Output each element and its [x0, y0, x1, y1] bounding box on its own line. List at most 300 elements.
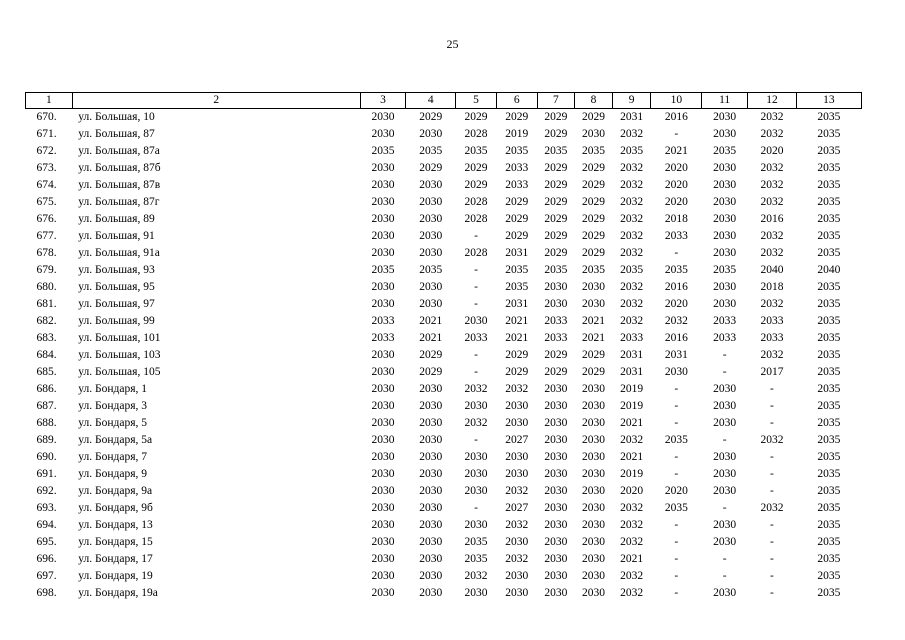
year-cell: 2032 [760, 298, 784, 310]
year-cell: 2035 [817, 281, 841, 293]
year-cell: 2035 [817, 366, 841, 378]
year-cell: 2030 [581, 400, 605, 412]
row-number: 694. [36, 519, 57, 531]
address-cell: ул. Бондаря, 15 [78, 536, 153, 548]
year-cell: 2033 [664, 230, 688, 242]
year-cell: 2032 [620, 587, 644, 599]
year-cell: 2030 [713, 298, 737, 310]
year-cell: 2030 [371, 366, 395, 378]
year-cell: 2033 [544, 315, 568, 327]
table-row [26, 109, 862, 127]
year-cell: 2029 [581, 111, 605, 123]
row-number: 693. [36, 502, 57, 514]
year-cell: 2035 [817, 298, 841, 310]
year-cell: - [770, 536, 774, 548]
year-cell: - [474, 298, 478, 310]
row-number: 692. [36, 485, 57, 497]
table-row [26, 415, 862, 432]
address-cell: ул. Бондаря, 19а [78, 587, 158, 599]
year-cell: 2035 [817, 451, 841, 463]
year-cell: 2030 [371, 179, 395, 191]
table-row [26, 364, 862, 381]
table-row [26, 568, 862, 585]
year-cell: 2020 [664, 485, 688, 497]
year-cell: - [674, 417, 679, 429]
table-row [26, 432, 862, 449]
row-number: 681. [36, 298, 57, 310]
year-cell: 2029 [544, 128, 568, 140]
year-cell: - [474, 349, 478, 361]
table-row [26, 330, 862, 347]
year-cell: 2030 [713, 417, 737, 429]
year-cell: 2021 [419, 315, 443, 327]
address-cell: ул. Бондаря, 5 [78, 417, 148, 429]
year-cell: 2035 [817, 417, 841, 429]
table-row [26, 449, 862, 466]
address-cell: ул. Бондаря, 9 [78, 468, 148, 480]
year-cell: 2020 [760, 145, 784, 157]
year-cell: 2035 [664, 264, 688, 276]
year-cell: 2030 [544, 383, 568, 395]
year-cell: - [770, 553, 774, 565]
row-number: 690. [36, 451, 57, 463]
year-cell: 2030 [581, 468, 605, 480]
year-cell: 2035 [817, 519, 841, 531]
year-cell: 2029 [505, 213, 529, 225]
year-cell: 2028 [464, 128, 488, 140]
header-row [26, 93, 862, 109]
year-cell: 2030 [581, 485, 605, 497]
year-cell: 2029 [544, 230, 568, 242]
year-cell: 2030 [581, 570, 605, 582]
table-row [26, 126, 862, 143]
year-cell: 2030 [464, 587, 488, 599]
year-cell: 2029 [581, 247, 605, 259]
year-cell: 2035 [817, 196, 841, 208]
address-cell: ул. Большая, 91 [78, 230, 155, 242]
year-cell: 2030 [544, 434, 568, 446]
year-cell: 2030 [505, 587, 529, 599]
year-cell: - [722, 502, 727, 514]
year-cell: 2020 [664, 196, 688, 208]
column-header: 1 [26, 93, 73, 109]
year-cell: 2035 [817, 162, 841, 174]
year-cell: 2031 [505, 247, 529, 259]
row-number: 672. [36, 145, 57, 157]
year-cell: 2030 [371, 162, 395, 174]
year-cell: 2032 [505, 519, 529, 531]
year-cell: 2019 [620, 400, 644, 412]
year-cell: 2029 [544, 366, 568, 378]
year-cell: 2030 [419, 451, 443, 463]
year-cell: 2030 [419, 230, 443, 242]
row-number: 683. [36, 332, 57, 344]
year-cell: 2030 [371, 349, 395, 361]
year-cell: 2035 [817, 502, 841, 514]
column-header: 6 [496, 93, 537, 109]
year-cell: 2035 [817, 213, 841, 225]
table-row [26, 228, 862, 245]
year-cell: 2033 [620, 332, 644, 344]
year-cell: 2029 [581, 349, 605, 361]
year-cell: 2030 [371, 468, 395, 480]
year-cell: - [770, 519, 774, 531]
address-cell: ул. Большая, 87в [78, 179, 161, 191]
year-cell: 2029 [505, 196, 529, 208]
year-cell: 2028 [464, 196, 488, 208]
year-cell: 2033 [713, 332, 737, 344]
year-cell: 2030 [581, 502, 605, 514]
year-cell: 2035 [419, 264, 443, 276]
row-number: 696. [36, 553, 57, 565]
year-cell: 2029 [544, 349, 568, 361]
year-cell: 2032 [505, 485, 529, 497]
year-cell: 2030 [713, 451, 737, 463]
address-cell: ул. Бондаря, 17 [78, 553, 153, 565]
year-cell: 2035 [817, 570, 841, 582]
year-cell: 2016 [664, 332, 688, 344]
year-cell: 2030 [419, 400, 443, 412]
year-cell: 2030 [581, 383, 605, 395]
year-cell: - [770, 587, 774, 599]
year-cell: 2032 [760, 162, 784, 174]
year-cell: 2020 [664, 162, 688, 174]
year-cell: 2033 [760, 332, 784, 344]
column-header: 12 [748, 93, 797, 109]
year-cell: 2032 [760, 128, 784, 140]
row-number: 679. [36, 264, 57, 276]
year-cell: 2035 [817, 247, 841, 259]
year-cell: 2017 [760, 366, 784, 378]
year-cell: 2030 [419, 553, 443, 565]
year-cell: 2029 [581, 162, 605, 174]
year-cell: 2035 [464, 145, 488, 157]
year-cell: 2030 [464, 519, 488, 531]
year-cell: 2030 [544, 502, 568, 514]
year-cell: 2021 [620, 451, 644, 463]
year-cell: 2029 [581, 366, 605, 378]
year-cell: 2021 [581, 332, 605, 344]
year-cell: 2020 [664, 298, 688, 310]
year-cell: 2030 [505, 417, 529, 429]
address-cell: ул. Бондаря, 9б [78, 502, 153, 514]
year-cell: 2019 [505, 128, 529, 140]
year-cell: - [474, 434, 478, 446]
row-number: 676. [36, 213, 57, 225]
year-cell: 2032 [760, 196, 784, 208]
year-cell: 2030 [464, 451, 488, 463]
year-cell: 2030 [419, 247, 443, 259]
year-cell: 2021 [581, 315, 605, 327]
year-cell: 2030 [371, 230, 395, 242]
year-cell: - [770, 485, 774, 497]
year-cell: 2032 [620, 536, 644, 548]
address-cell: ул. Большая, 91а [78, 247, 160, 259]
year-cell: - [674, 570, 679, 582]
table-row [26, 296, 862, 313]
column-header: 7 [537, 93, 575, 109]
address-cell: ул. Большая, 97 [78, 298, 155, 310]
year-cell: - [770, 400, 774, 412]
year-cell: 2030 [544, 451, 568, 463]
year-cell: 2035 [664, 502, 688, 514]
year-cell: 2030 [371, 536, 395, 548]
address-cell: ул. Бондаря, 5а [78, 434, 153, 446]
year-cell: - [474, 230, 478, 242]
table-row [26, 160, 862, 177]
year-cell: 2035 [371, 145, 395, 157]
year-cell: 2030 [581, 536, 605, 548]
year-cell: 2032 [620, 128, 644, 140]
year-cell: - [722, 434, 727, 446]
year-cell: 2032 [464, 570, 488, 582]
column-header: 4 [406, 93, 456, 109]
year-cell: 2030 [713, 468, 737, 480]
year-cell: 2035 [817, 383, 841, 395]
table-body [26, 109, 862, 603]
table-row [26, 466, 862, 483]
table-row [26, 279, 862, 296]
year-cell: 2035 [817, 485, 841, 497]
year-cell: 2030 [371, 383, 395, 395]
year-cell: 2021 [620, 417, 644, 429]
year-cell: 2035 [817, 179, 841, 191]
year-cell: 2029 [544, 247, 568, 259]
year-cell: 2029 [419, 366, 443, 378]
year-cell: 2030 [419, 570, 443, 582]
year-cell: - [770, 417, 774, 429]
year-cell: 2030 [544, 519, 568, 531]
year-cell: 2030 [544, 570, 568, 582]
year-cell: 2029 [505, 111, 529, 123]
row-number: 695. [36, 536, 57, 548]
year-cell: - [674, 536, 679, 548]
year-cell: 2030 [581, 587, 605, 599]
year-cell: 2030 [419, 213, 443, 225]
year-cell: - [674, 400, 679, 412]
year-cell: 2027 [505, 434, 529, 446]
year-cell: 2030 [419, 468, 443, 480]
year-cell: 2031 [620, 111, 644, 123]
year-cell: 2030 [419, 417, 443, 429]
column-header: 11 [702, 93, 748, 109]
year-cell: 2029 [544, 111, 568, 123]
address-cell: ул. Большая, 10 [78, 111, 155, 123]
year-cell: 2040 [817, 264, 841, 276]
address-cell: ул. Большая, 95 [78, 281, 155, 293]
table-row [26, 551, 862, 568]
year-cell: 2031 [620, 349, 644, 361]
year-cell: 2032 [760, 502, 784, 514]
year-cell: 2030 [544, 587, 568, 599]
year-cell: 2033 [371, 332, 395, 344]
year-cell: 2030 [544, 298, 568, 310]
year-cell: 2031 [664, 349, 688, 361]
table-row [26, 177, 862, 194]
year-cell: 2030 [371, 196, 395, 208]
year-cell: 2030 [664, 366, 688, 378]
row-number: 689. [36, 434, 57, 446]
row-number: 675. [36, 196, 57, 208]
year-cell: 2019 [620, 383, 644, 395]
year-cell: 2030 [464, 485, 488, 497]
year-cell: 2035 [817, 553, 841, 565]
year-cell: 2030 [419, 519, 443, 531]
year-cell: 2030 [371, 111, 395, 123]
year-cell: 2029 [464, 179, 488, 191]
year-cell: 2032 [620, 281, 644, 293]
year-cell: - [674, 383, 679, 395]
year-cell: 2029 [505, 366, 529, 378]
year-cell: 2032 [760, 247, 784, 259]
year-cell: 2030 [505, 570, 529, 582]
address-cell: ул. Бондаря, 9а [78, 485, 153, 497]
year-cell: 2030 [371, 485, 395, 497]
year-cell: 2033 [505, 179, 529, 191]
year-cell: 2030 [544, 553, 568, 565]
year-cell: 2032 [464, 383, 488, 395]
table-row [26, 500, 862, 517]
year-cell: 2030 [371, 213, 395, 225]
year-cell: 2030 [581, 281, 605, 293]
column-header: 9 [612, 93, 651, 109]
year-cell: 2032 [620, 502, 644, 514]
year-cell: - [674, 247, 679, 259]
year-cell: 2030 [581, 128, 605, 140]
year-cell: 2032 [620, 230, 644, 242]
year-cell: 2032 [620, 196, 644, 208]
year-cell: 2032 [505, 383, 529, 395]
year-cell: 2032 [620, 315, 644, 327]
year-cell: 2032 [464, 417, 488, 429]
year-cell: 2030 [371, 417, 395, 429]
year-cell: 2035 [505, 264, 529, 276]
year-cell: 2030 [713, 230, 737, 242]
address-cell: ул. Большая, 89 [78, 213, 155, 225]
page-number: 25 [446, 37, 459, 51]
address-cell: ул. Бондаря, 7 [78, 451, 148, 463]
year-cell: 2030 [371, 434, 395, 446]
year-cell: 2032 [620, 434, 644, 446]
address-cell: ул. Бондаря, 19 [78, 570, 153, 582]
column-header: 8 [575, 93, 613, 109]
address-cell: ул. Большая, 87 [78, 128, 155, 140]
year-cell: 2035 [620, 145, 644, 157]
year-cell: 2021 [505, 332, 529, 344]
year-cell: 2030 [371, 281, 395, 293]
year-cell: 2032 [620, 213, 644, 225]
year-cell: 2033 [371, 315, 395, 327]
year-cell: 2021 [620, 553, 644, 565]
year-cell: 2032 [620, 570, 644, 582]
year-cell: 2016 [664, 111, 688, 123]
address-cell: ул. Большая, 101 [78, 332, 161, 344]
year-cell: 2035 [713, 145, 737, 157]
year-cell: 2033 [713, 315, 737, 327]
row-number: 680. [36, 281, 57, 293]
year-cell: 2035 [464, 536, 488, 548]
year-cell: 2030 [544, 536, 568, 548]
year-cell: 2033 [544, 332, 568, 344]
row-number: 686. [36, 383, 57, 395]
year-cell: 2029 [544, 213, 568, 225]
year-cell: 2032 [760, 434, 784, 446]
year-cell: 2035 [817, 332, 841, 344]
address-cell: ул. Бондаря, 13 [78, 519, 153, 531]
year-cell: 2031 [620, 366, 644, 378]
year-cell: 2035 [544, 264, 568, 276]
year-cell: 2030 [713, 587, 737, 599]
table-row [26, 313, 862, 330]
year-cell: 2030 [371, 400, 395, 412]
row-number: 682. [36, 315, 57, 327]
year-cell: 2027 [505, 502, 529, 514]
year-cell: 2019 [620, 468, 644, 480]
year-cell: 2030 [581, 298, 605, 310]
row-number: 684. [36, 349, 57, 361]
table-row [26, 262, 862, 279]
year-cell: 2018 [760, 281, 784, 293]
year-cell: 2030 [419, 485, 443, 497]
year-cell: 2029 [505, 349, 529, 361]
year-cell: 2032 [620, 162, 644, 174]
year-cell: 2030 [713, 519, 737, 531]
year-cell: 2032 [620, 247, 644, 259]
year-cell: 2030 [419, 434, 443, 446]
year-cell: 2032 [760, 179, 784, 191]
year-cell: 2030 [419, 281, 443, 293]
year-cell: 2028 [464, 213, 488, 225]
year-cell: 2035 [817, 315, 841, 327]
year-cell: 2030 [713, 162, 737, 174]
year-cell: 2033 [505, 162, 529, 174]
year-cell: 2030 [713, 179, 737, 191]
year-cell: 2030 [464, 468, 488, 480]
year-cell: - [674, 587, 679, 599]
address-cell: ул. Большая, 103 [78, 349, 161, 361]
year-cell: 2035 [620, 264, 644, 276]
row-number: 677. [36, 230, 57, 242]
year-cell: 2030 [505, 468, 529, 480]
year-cell: 2030 [505, 536, 529, 548]
table-row [26, 534, 862, 551]
year-cell: 2032 [760, 111, 784, 123]
year-cell: 2029 [581, 230, 605, 242]
year-cell: 2018 [664, 213, 688, 225]
table-row [26, 347, 862, 364]
address-cell: ул. Бондаря, 3 [78, 400, 148, 412]
year-cell: 2029 [544, 179, 568, 191]
table-row [26, 585, 862, 602]
year-cell: 2035 [817, 111, 841, 123]
year-cell: 2035 [817, 349, 841, 361]
year-cell: 2035 [817, 587, 841, 599]
year-cell: 2030 [419, 383, 443, 395]
table-row [26, 381, 862, 398]
column-header: 2 [72, 93, 360, 109]
address-cell: ул. Бондаря, 1 [78, 383, 148, 395]
table-row [26, 398, 862, 415]
year-cell: 2030 [371, 298, 395, 310]
year-cell: 2030 [419, 587, 443, 599]
year-cell: 2030 [713, 400, 737, 412]
year-cell: 2020 [664, 179, 688, 191]
year-cell: 2032 [760, 349, 784, 361]
year-cell: 2035 [505, 145, 529, 157]
row-number: 697. [36, 570, 57, 582]
year-cell: 2030 [544, 485, 568, 497]
year-cell: 2035 [817, 145, 841, 157]
